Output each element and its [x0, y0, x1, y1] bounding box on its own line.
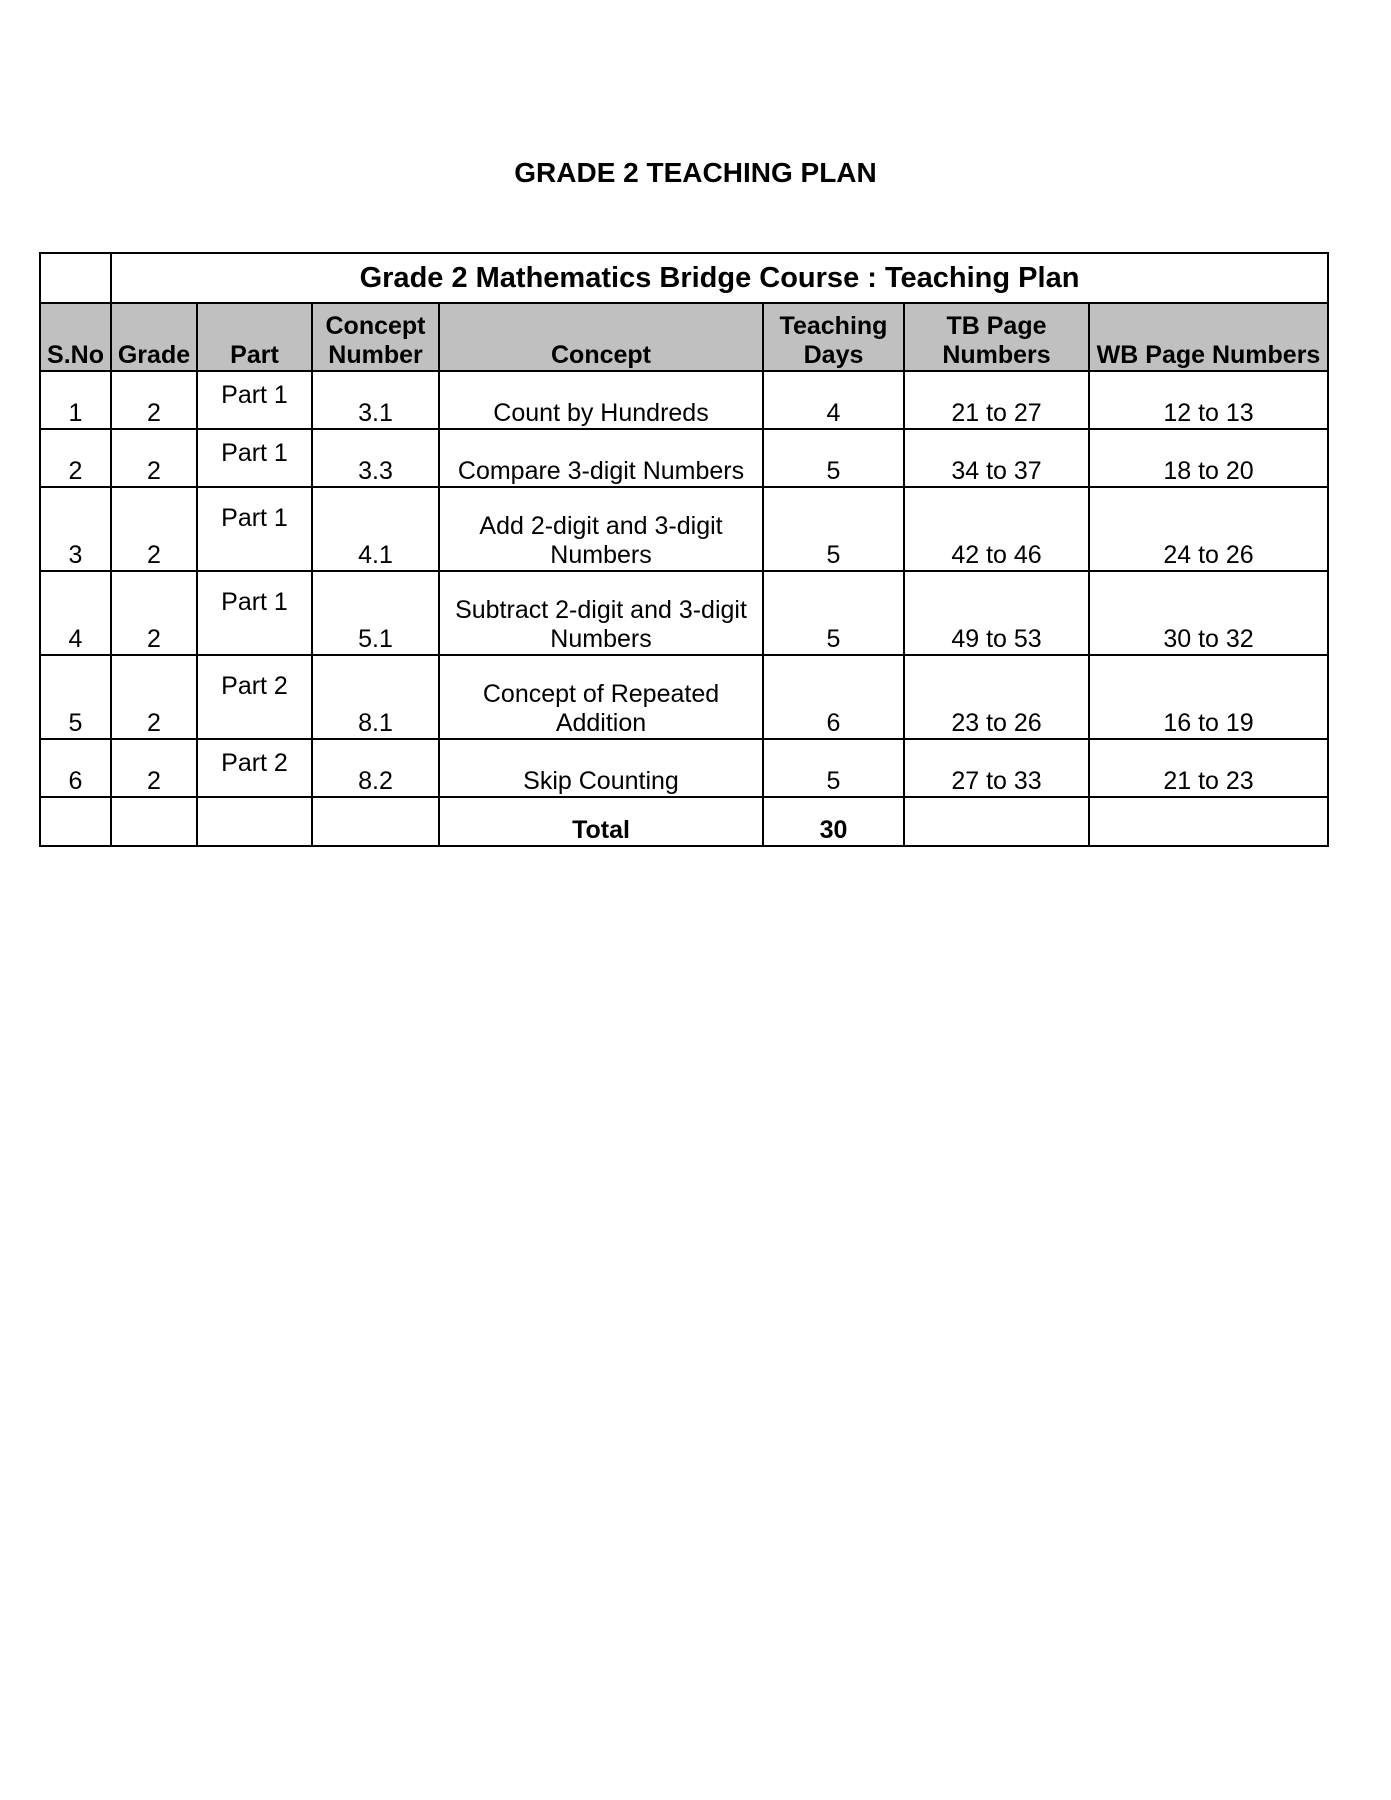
cell-concept-number: 3.3	[312, 429, 439, 487]
total-blank-cell	[40, 797, 111, 846]
cell-part: Part 2	[197, 739, 312, 797]
cell-wb-pages: 30 to 32	[1089, 571, 1328, 655]
table-row	[40, 429, 1328, 487]
header-wb-pages: WB Page Numbers	[1089, 303, 1328, 371]
page-title: GRADE 2 TEACHING PLAN	[514, 157, 877, 188]
cell-grade: 2	[111, 371, 197, 429]
cell-concept-number: 3.1	[312, 371, 439, 429]
cell-sno: 6	[40, 739, 111, 797]
cell-wb-pages: 21 to 23	[1089, 739, 1328, 797]
cell-concept-number: 4.1	[312, 487, 439, 571]
cell-wb-pages: 12 to 13	[1089, 371, 1328, 429]
cell-tb-pages: 23 to 26	[904, 655, 1089, 739]
cell-grade: 2	[111, 655, 197, 739]
total-blank-cell	[197, 797, 312, 846]
header-concept: Concept	[439, 303, 763, 371]
cell-teaching-days: 5	[763, 739, 904, 797]
header-part: Part	[197, 303, 312, 371]
table-row	[40, 371, 1328, 429]
cell-teaching-days: 5	[763, 429, 904, 487]
header-tb-pages: TB Page Numbers	[904, 303, 1089, 371]
cell-wb-pages: 18 to 20	[1089, 429, 1328, 487]
cell-grade: 2	[111, 739, 197, 797]
cell-concept-number: 8.2	[312, 739, 439, 797]
cell-grade: 2	[111, 429, 197, 487]
header-teaching-days: Teaching Days	[763, 303, 904, 371]
total-blank-cell	[1089, 797, 1328, 846]
cell-part: Part 1	[197, 371, 312, 429]
total-row	[40, 797, 1328, 846]
cell-wb-pages: 16 to 19	[1089, 655, 1328, 739]
header-grade: Grade	[111, 303, 197, 371]
cell-concept: Subtract 2-digit and 3-digit Numbers	[439, 571, 763, 655]
caption-blank-cell	[40, 253, 111, 303]
cell-teaching-days: 6	[763, 655, 904, 739]
table-caption: Grade 2 Mathematics Bridge Course : Teaching Plan	[111, 253, 1328, 303]
cell-concept: Add 2-digit and 3-digit Numbers	[439, 487, 763, 571]
total-blank-cell	[904, 797, 1089, 846]
cell-part: Part 1	[197, 487, 312, 571]
cell-concept-number: 5.1	[312, 571, 439, 655]
cell-grade: 2	[111, 571, 197, 655]
cell-sno: 3	[40, 487, 111, 571]
cell-tb-pages: 21 to 27	[904, 371, 1089, 429]
cell-part: Part 1	[197, 571, 312, 655]
header-sno: S.No	[40, 303, 111, 371]
cell-part: Part 1	[197, 429, 312, 487]
table-row	[40, 571, 1328, 655]
cell-sno: 2	[40, 429, 111, 487]
cell-wb-pages: 24 to 26	[1089, 487, 1328, 571]
total-blank-cell	[111, 797, 197, 846]
total-label: Total	[439, 797, 763, 846]
cell-teaching-days: 5	[763, 487, 904, 571]
cell-tb-pages: 27 to 33	[904, 739, 1089, 797]
header-concept-number: Concept Number	[312, 303, 439, 371]
table-row	[40, 739, 1328, 797]
cell-sno: 1	[40, 371, 111, 429]
table-row	[40, 487, 1328, 571]
cell-part: Part 2	[197, 655, 312, 739]
cell-concept: Count by Hundreds	[439, 371, 763, 429]
cell-concept: Skip Counting	[439, 739, 763, 797]
teaching-plan-table	[39, 252, 1329, 847]
table-row	[40, 655, 1328, 739]
cell-concept: Compare 3-digit Numbers	[439, 429, 763, 487]
cell-concept: Concept of Repeated Addition	[439, 655, 763, 739]
cell-tb-pages: 49 to 53	[904, 571, 1089, 655]
cell-teaching-days: 5	[763, 571, 904, 655]
cell-grade: 2	[111, 487, 197, 571]
total-teaching-days: 30	[763, 797, 904, 846]
header-row	[40, 303, 1328, 371]
cell-sno: 5	[40, 655, 111, 739]
cell-sno: 4	[40, 571, 111, 655]
total-blank-cell	[312, 797, 439, 846]
cell-tb-pages: 34 to 37	[904, 429, 1089, 487]
cell-concept-number: 8.1	[312, 655, 439, 739]
caption-row	[40, 253, 1328, 303]
cell-tb-pages: 42 to 46	[904, 487, 1089, 571]
cell-teaching-days: 4	[763, 371, 904, 429]
